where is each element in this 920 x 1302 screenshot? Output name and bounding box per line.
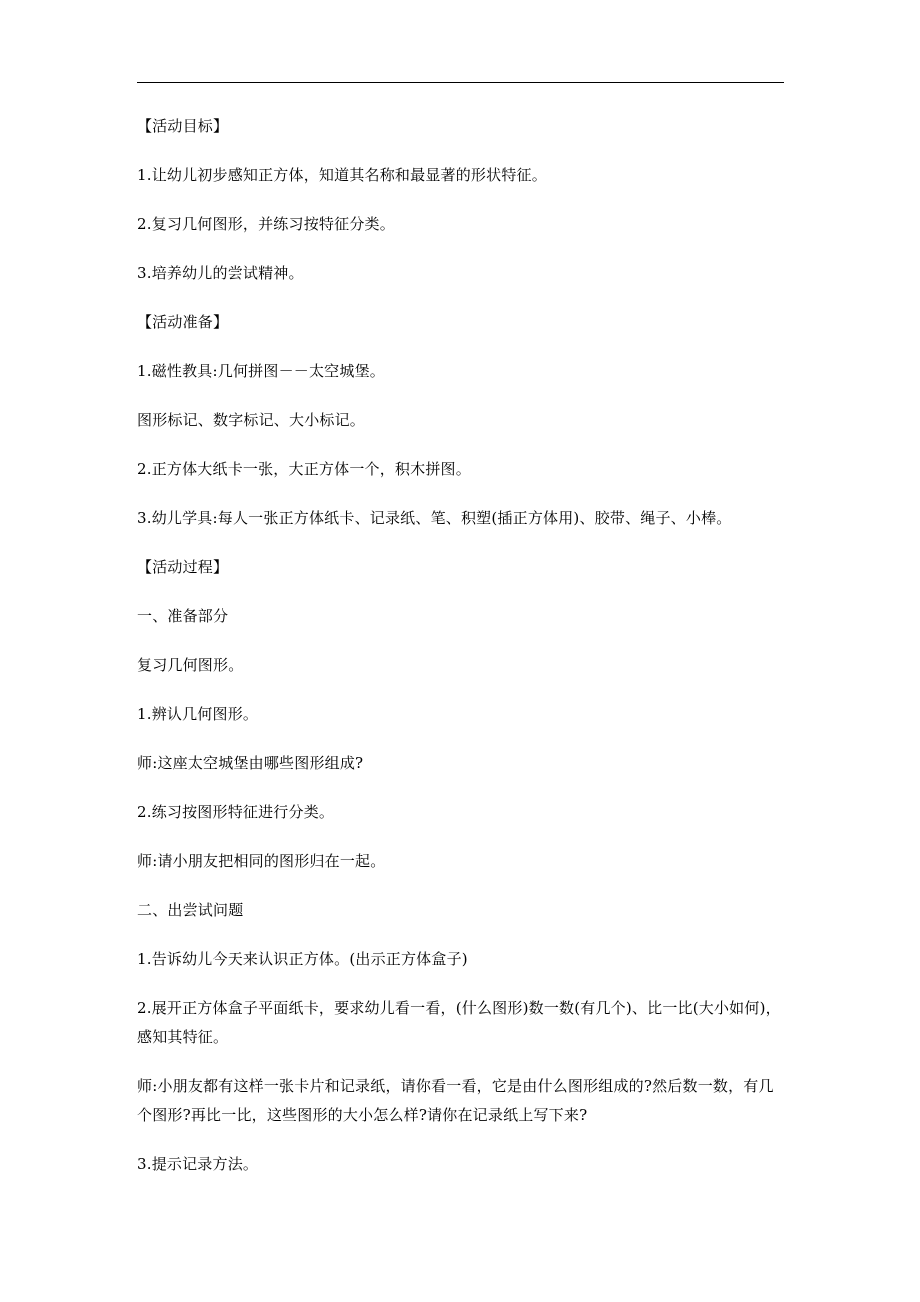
paragraph: 3.提示记录方法。 [137,1155,259,1173]
paragraph: 2.正方体大纸卡一张，大正方体一个，积木拼图。 [137,460,471,478]
paragraph: 2.练习按图形特征进行分类。 [137,803,335,821]
paragraph: 2.复习几何图形，并练习按特征分类。 [137,215,395,233]
paragraph: 1.辨认几何图形。 [137,705,259,723]
paragraph: 师:请小朋友把相同的图形归在一起。 [137,852,386,870]
document-body [137,112,787,1199]
paragraph: 3.培养幼儿的尝试精神。 [137,264,304,282]
paragraph: 复习几何图形。 [137,656,244,674]
paragraph: 1.让幼儿初步感知正方体，知道其名称和最显著的形状特征。 [137,166,547,184]
paragraph: 3.幼儿学具:每人一张正方体纸卡、记录纸、笔、积塑(插正方体用)、胶带、绳子、小棒。 [137,509,732,527]
paragraph: 2.展开正方体盒子平面纸卡，要求幼儿看一看，(什么图形)数一数(有几个)、比一比(大小如何)，感知其特征。 [137,999,781,1046]
subsection-heading: 二、出尝试问题 [137,901,244,919]
section-heading-process: 【活动过程】 [137,558,229,576]
header-rule [137,82,784,83]
section-heading-preparation: 【活动准备】 [137,313,229,331]
section-heading-goals: 【活动目标】 [137,117,229,135]
paragraph: 师:小朋友都有这样一张卡片和记录纸，请你看一看，它是由什么图形组成的?然后数一数，有几个图形?再比一比，这些图形的大小怎么样?请你在记录纸上写下来? [137,1077,774,1124]
subsection-heading: 一、准备部分 [137,607,229,625]
paragraph: 1.磁性教具:几何拼图－－太空城堡。 [137,362,385,380]
paragraph: 图形标记、数字标记、大小标记。 [137,411,366,429]
paragraph: 师:这座太空城堡由哪些图形组成? [137,754,364,772]
paragraph: 1.告诉幼儿今天来认识正方体。(出示正方体盒子) [137,950,468,968]
